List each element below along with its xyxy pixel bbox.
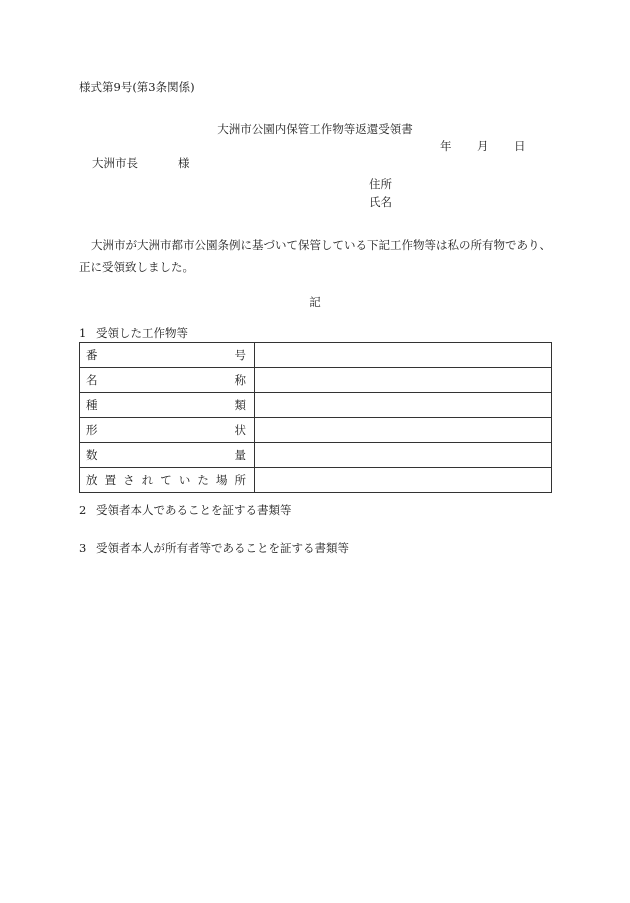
row-value-cell[interactable]: [255, 443, 552, 468]
section-3-number: 3: [79, 541, 87, 555]
row-label-char: 所: [234, 473, 246, 487]
row-label-char: い: [178, 473, 191, 487]
row-label-char: 形: [86, 423, 98, 437]
row-label-char: 状: [234, 423, 246, 437]
row-label-char: さ: [123, 473, 135, 487]
row-label-char: れ: [141, 473, 154, 487]
date-year-label: 年: [440, 139, 452, 153]
row-label-cell: [80, 368, 255, 393]
row-label: [80, 447, 254, 463]
table-row: [80, 468, 552, 493]
row-label-cell: [80, 418, 255, 443]
document-title: 大洲市公園内保管工作物等返還受領書: [217, 122, 413, 136]
row-label-char: 番: [86, 348, 98, 362]
addressee-name: 大洲市長: [92, 156, 138, 170]
row-label-char: 類: [234, 398, 246, 412]
row-label-cell: [80, 393, 255, 418]
section-2-number: 2: [79, 503, 87, 517]
row-label-char: 量: [234, 448, 246, 462]
table-row: [80, 393, 552, 418]
date-month-label: 月: [477, 139, 489, 153]
table-row: [80, 368, 552, 393]
address-label: 住所: [369, 177, 392, 191]
items-table: [79, 342, 552, 493]
section-2-heading: [79, 502, 292, 518]
row-label: [80, 347, 254, 363]
section-1-heading: [79, 325, 188, 341]
row-value-cell[interactable]: [255, 343, 552, 368]
section-1-number: 1: [79, 326, 87, 340]
section-3-heading: [79, 540, 349, 556]
row-label-char: 数: [86, 448, 98, 462]
section-1-title: 受領した工作物等: [96, 326, 188, 340]
row-label-char: 称: [234, 373, 246, 387]
row-label-char: 放: [86, 473, 98, 487]
row-value-cell[interactable]: [255, 368, 552, 393]
row-label-char: 場: [215, 473, 228, 487]
addressee: [92, 155, 190, 171]
row-value-cell[interactable]: [255, 468, 552, 493]
row-label: [80, 372, 254, 388]
row-label-cell: [80, 468, 255, 493]
row-label: [80, 397, 254, 413]
row-label-char: て: [160, 473, 172, 487]
row-label-char: 置: [104, 473, 117, 487]
row-label-cell: [80, 343, 255, 368]
ki-heading: 記: [309, 295, 321, 309]
form-number: 様式第9号(第3条関係): [79, 80, 195, 94]
section-2-title: 受領者本人であることを証する書類等: [96, 503, 292, 517]
row-value-cell[interactable]: [255, 393, 552, 418]
date-day-label: 日: [514, 139, 526, 153]
addressee-honorific: 様: [178, 156, 190, 170]
row-label-cell: [80, 443, 255, 468]
date-line: [440, 138, 526, 154]
table-row: [80, 343, 552, 368]
statement-paragraph: 大洲市が大洲市都市公園条例に基づいて保管している下記工作物等は私の所有物であり、正に受領致しました。: [79, 238, 551, 274]
row-label-char: 名: [86, 373, 98, 387]
name-label: 氏名: [369, 195, 392, 209]
row-label: [80, 422, 254, 438]
row-label-char: 種: [86, 398, 98, 412]
row-value-cell[interactable]: [255, 418, 552, 443]
table-row: [80, 443, 552, 468]
row-label: [80, 472, 254, 488]
section-3-title: 受領者本人が所有者等であることを証する書類等: [96, 541, 349, 555]
row-label-char: た: [197, 473, 209, 487]
table-row: [80, 418, 552, 443]
row-label-char: 号: [234, 348, 246, 362]
